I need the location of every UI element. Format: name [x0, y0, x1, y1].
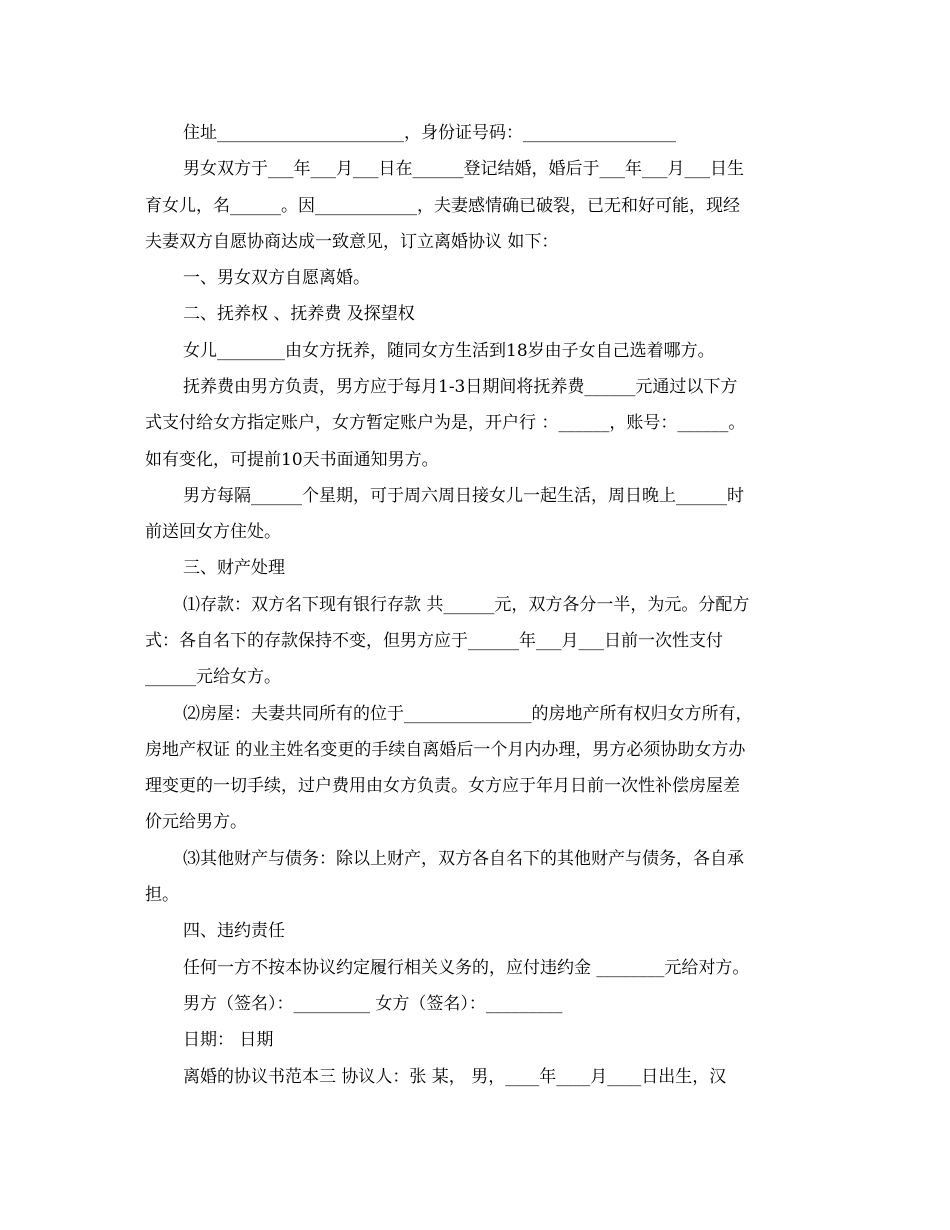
support-payment-line: 抚养费由男方负责，男方应于每月1-3日期间将抚养费______元通过以下方: [183, 377, 738, 397]
signature-line: 男方（签名）：_________ 女方（签名）：_________: [183, 994, 563, 1014]
savings-distribution-line: 式：各自名下的存款保持不变，但男方应于______年___月___日前一次性支付: [145, 631, 723, 651]
visitation-return-line: 前送回女方住处。: [145, 522, 281, 542]
section-heading-property: 三、财产处理: [183, 558, 285, 578]
other-property-end-line: 担。: [145, 885, 179, 905]
savings-line: ⑴存款：双方名下现有银行存款 共______元，双方各分一半，为元。分配方: [183, 595, 750, 615]
section-heading-divorce: 一、男女双方自愿离婚。: [183, 268, 370, 288]
breach-penalty-line: 任何一方不按本协议约定履行相关义务的，应付违约金 ________元给对方。: [183, 958, 750, 978]
section-heading-breach: 四、违约责任: [183, 921, 285, 941]
sample-three-line: 离婚的协议书范本三 协议人：张 某， 男，____年____月____日出生，汉: [183, 1067, 727, 1087]
house-line: ⑵房屋：夫妻共同所有的位于_______________的房地产所有权归女方所有，: [183, 704, 753, 724]
savings-amount-line: ______元给女方。: [145, 667, 281, 687]
visitation-line: 男方每隔______个星期，可于周六周日接女儿一起生活，周日晚上______时: [183, 486, 744, 506]
date-line: 日期： 日期: [183, 1030, 274, 1050]
other-property-line: ⑶其他财产与债务：除以上财产，双方各自名下的其他财产与债务，各自承: [183, 849, 744, 869]
payment-account-line: 式支付给女方指定账户，女方暂定账户为是，开户行 ：______，账号：______。: [145, 413, 746, 433]
daughter-name-line: 育女儿，名______。因____________，夫妻感情确已破裂，已无和好可能，现经: [145, 196, 740, 216]
house-certificate-line: 房地产权证 的业主姓名变更的手续自离婚后一个月内办理，男方必须协助女方办: [145, 740, 746, 760]
section-heading-custody: 二、抚养权 、抚养费 及探望权: [183, 304, 415, 324]
change-notice-line: 如有变化，可提前10天书面通知男方。: [145, 450, 439, 470]
house-compensation-line: 价元给男方。: [145, 812, 247, 832]
marriage-date-line: 男女双方于___年___月___日在______登记结婚，婚后于___年___月___日生: [183, 159, 744, 179]
agreement-intro-line: 夫妻双方自愿协商达成一致意见，订立离婚协议 如下：: [145, 232, 559, 252]
house-transfer-line: 理变更的一切手续，过户费用由女方负责。女方应于年月日前一次性补偿房屋差: [145, 776, 740, 796]
address-id-line: 住址______________________，身份证号码：__________________: [183, 123, 676, 143]
custody-line: 女儿________由女方抚养，随同女方生活到18岁由子女自己选着哪方。: [183, 341, 715, 361]
